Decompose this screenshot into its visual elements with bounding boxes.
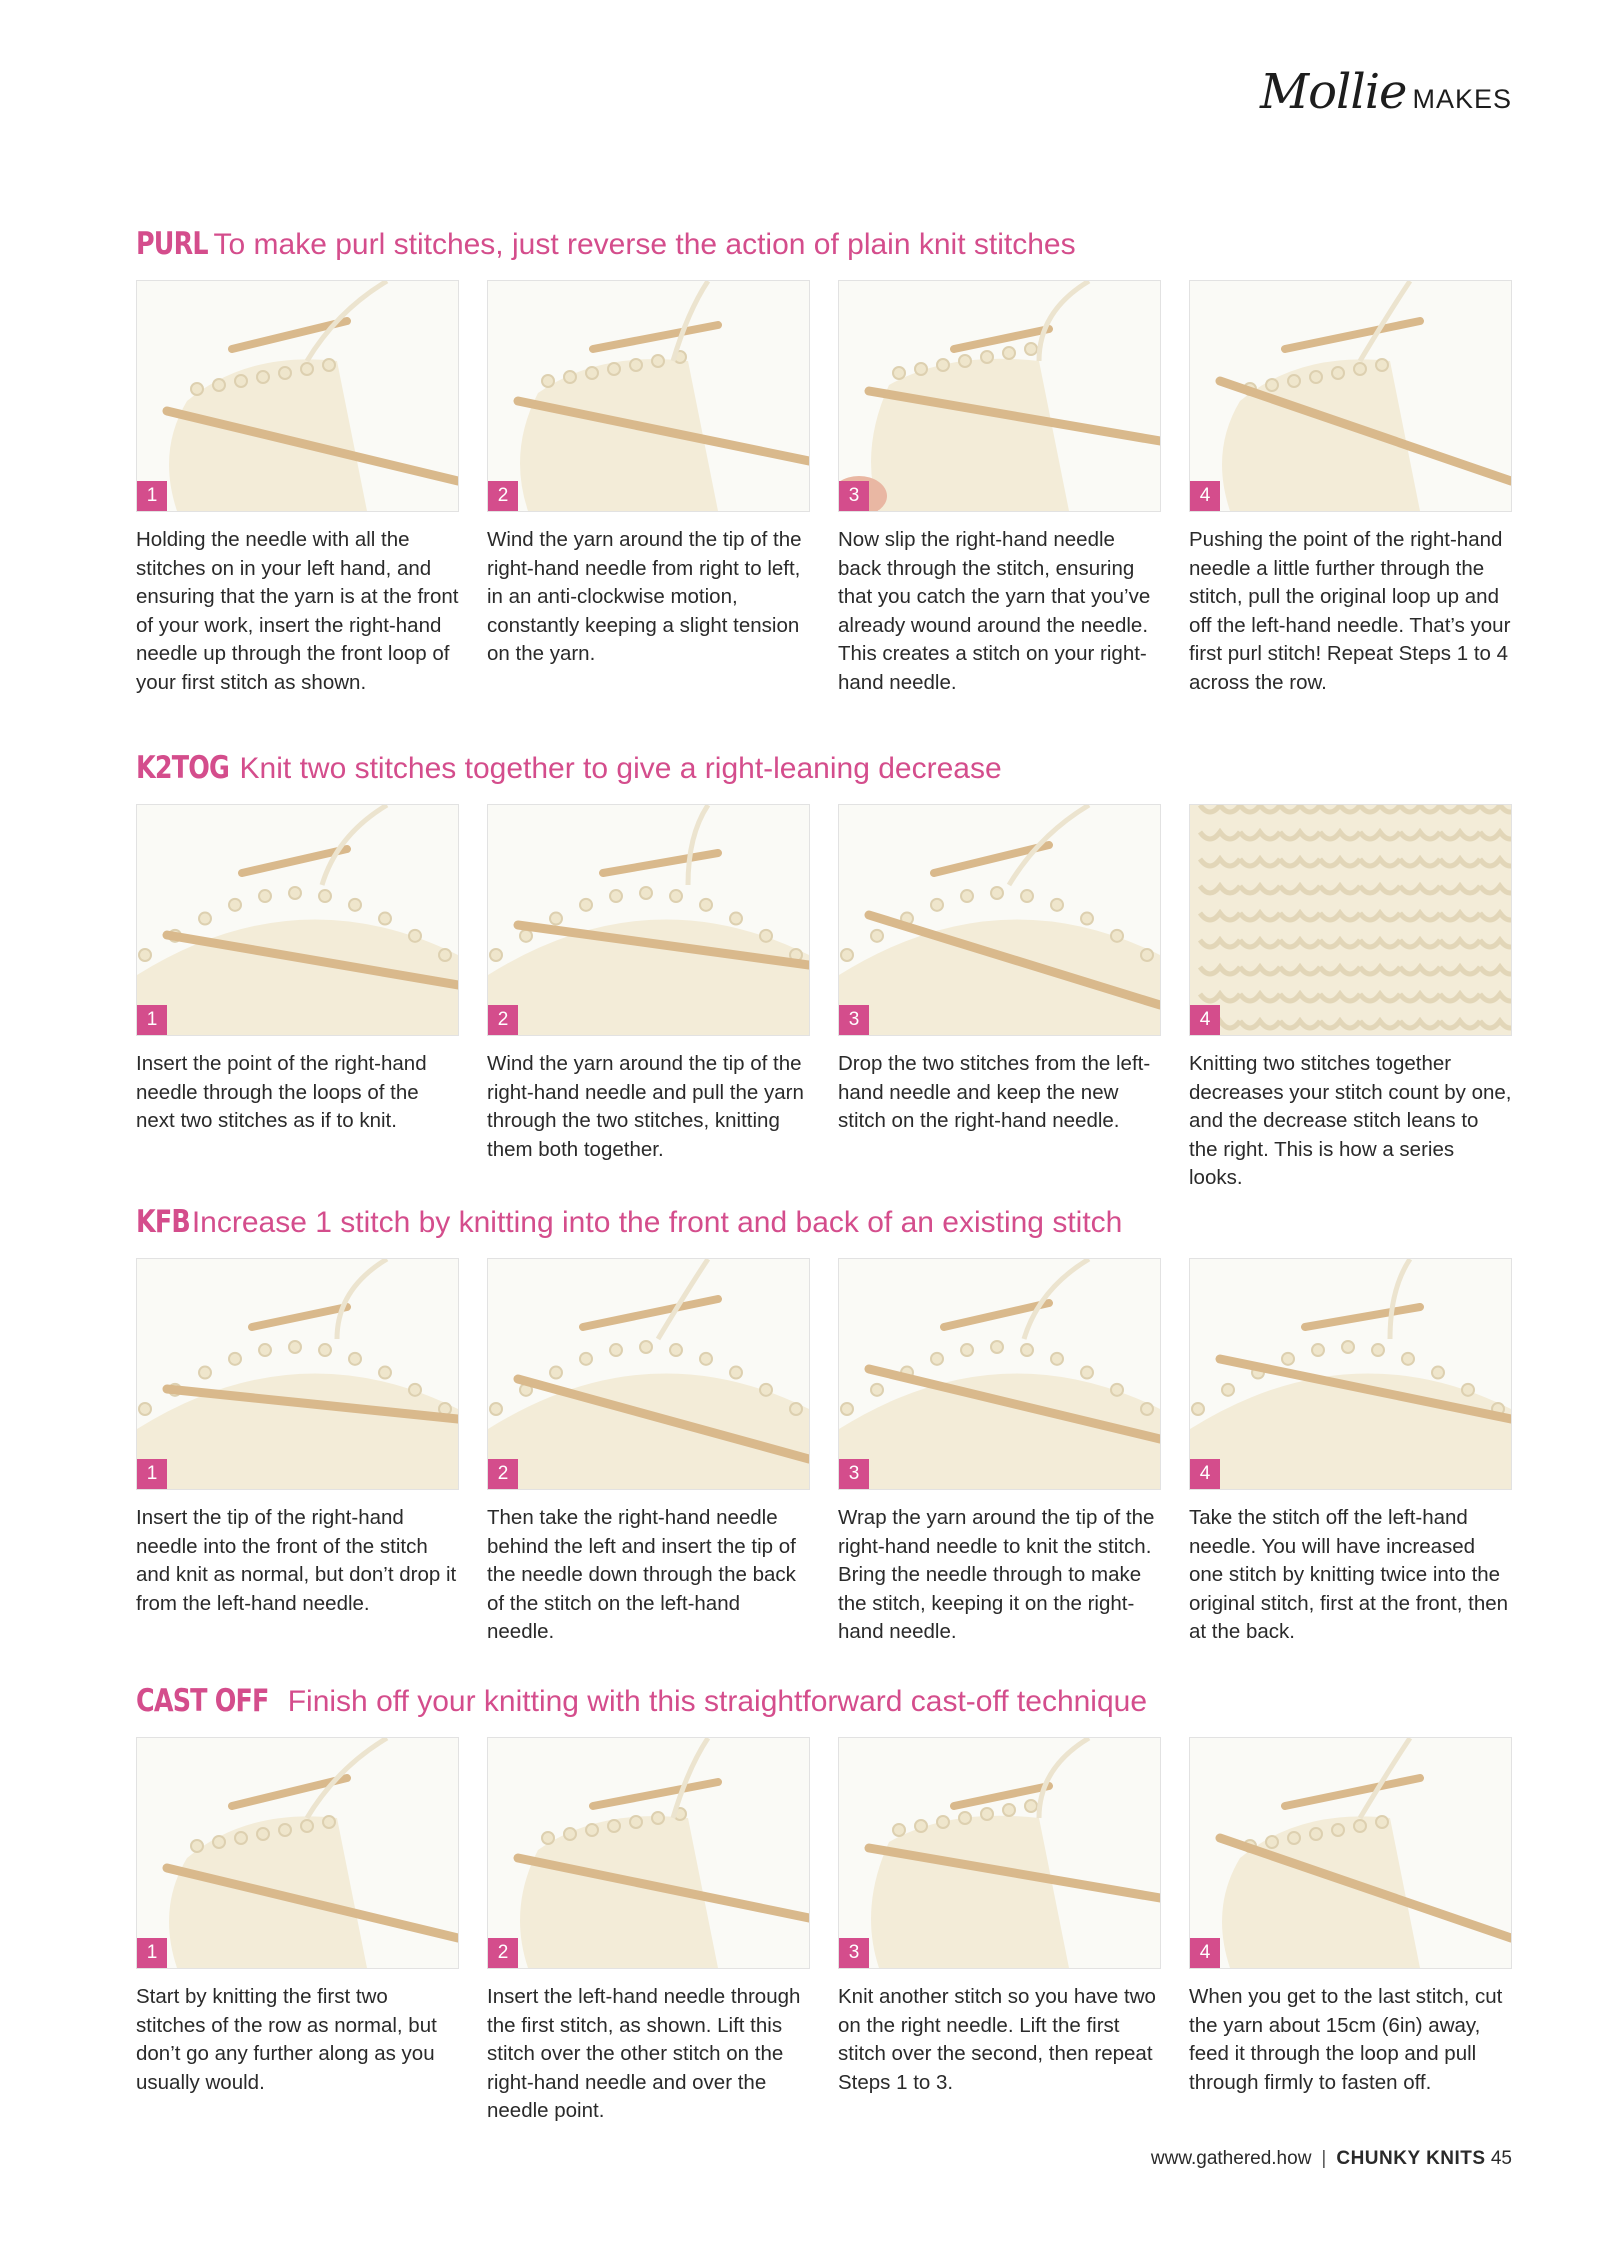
knitting-photo-illustration — [1190, 281, 1511, 511]
step-number-badge: 2 — [488, 1005, 518, 1035]
step-description: Now slip the right-hand needle back through the stitch, ensuring that you catch the yarn that you’ve already wound around the needle. This creates a stitch on your right-hand needle. — [838, 528, 1151, 694]
step-photo — [136, 280, 459, 512]
step-description: Insert the left-hand needle through the first stitch, as shown. Lift this stitch over the other stitch on the right-hand needle and over the needle point. — [487, 1985, 801, 2122]
brand-makes: MAKES — [1412, 84, 1512, 114]
step-photo — [1189, 1258, 1512, 1490]
section-cast-off — [136, 1683, 1512, 2126]
step-description: Wrap the yarn around the tip of the right-hand needle to knit the stitch. Bring the needle through to make the stitch, keeping it on the right-hand needle. — [838, 1506, 1155, 1643]
section-heading — [136, 1683, 1512, 1733]
step-card — [136, 1258, 459, 1647]
step-description: Insert the point of the right-hand needle through the loops of the next two stitches as if to knit. — [136, 1052, 427, 1132]
step-photo — [136, 1737, 459, 1969]
step-description: Knit another stitch so you have two on the right needle. Lift the first stitch over the second, then repeat Steps 1 to 3. — [838, 1985, 1156, 2094]
step-photo — [838, 1737, 1161, 1969]
step-description: Wind the yarn around the tip of the right-hand needle from right to left, in an anti-clockwise motion, constantly keeping a slight tension on the yarn. — [487, 528, 802, 665]
step-photo — [136, 804, 459, 1036]
step-photo — [487, 280, 810, 512]
step-number-badge: 2 — [488, 481, 518, 511]
step-description: Holding the needle with all the stitches on in your left hand, and ensuring that the yarn is at the front of your work, insert the right-hand needle up through the front loop of your first stitch as shown. — [136, 528, 459, 694]
step-card — [1189, 1737, 1512, 2126]
step-number-badge: 2 — [488, 1938, 518, 1968]
step-description: When you get to the last stitch, cut the yarn about 15cm (6in) away, feed it through the loop and pull through firmly to fasten off. — [1189, 1985, 1503, 2094]
step-photo — [838, 804, 1161, 1036]
step-card — [1189, 280, 1512, 697]
section-heading — [136, 750, 1512, 800]
knitting-photo-illustration — [137, 805, 458, 1035]
footer-url: www.gathered.how — [1150, 2148, 1312, 2169]
step-number-badge: 3 — [839, 1005, 869, 1035]
step-card — [838, 280, 1161, 697]
step-photo — [487, 1737, 810, 1969]
page-footer — [1151, 2148, 1512, 2170]
step-description: Insert the tip of the right-hand needle into the front of the stitch and knit as normal, but don’t drop it from the left-hand needle. — [136, 1506, 457, 1615]
section-subtitle: Finish off your knitting with this straightforward cast-off technique — [287, 1685, 1148, 1718]
step-row — [136, 280, 1512, 697]
footer-magazine: CHUNKY KNITS — [1336, 2148, 1486, 2169]
brand-logo — [1260, 64, 1512, 120]
section-title: CAST OFF — [136, 1683, 269, 1719]
step-number-badge: 3 — [839, 481, 869, 511]
step-photo — [487, 804, 810, 1036]
step-number-badge: 1 — [137, 1938, 167, 1968]
step-card — [1189, 804, 1512, 1193]
section-title: K2TOG — [136, 750, 230, 786]
step-card — [1189, 1258, 1512, 1647]
step-description: Then take the right-hand needle behind the left and insert the tip of the needle down through the back of the stitch on the left-hand needle. — [487, 1506, 796, 1643]
knitting-photo-illustration — [839, 281, 1160, 511]
knitting-photo-illustration — [137, 281, 458, 511]
step-description: Knitting two stitches together decreases your stitch count by one, and the decrease stitch leans to the right. This is how a series looks. — [1189, 1052, 1512, 1189]
step-number-badge: 2 — [488, 1459, 518, 1489]
step-photo — [1189, 804, 1512, 1036]
section-kfb — [136, 1204, 1512, 1647]
knitting-photo-illustration — [488, 281, 809, 511]
knitting-photo-illustration — [1190, 1738, 1511, 1968]
step-number-badge: 1 — [137, 1459, 167, 1489]
step-number-badge: 3 — [839, 1938, 869, 1968]
step-photo — [1189, 280, 1512, 512]
brand-script: Mollie — [1259, 64, 1407, 120]
knitting-photo-illustration — [488, 1738, 809, 1968]
knitting-photo-illustration — [488, 1259, 809, 1489]
step-card — [136, 804, 459, 1193]
knitting-photo-illustration — [839, 1738, 1160, 1968]
step-description: Take the stitch off the left-hand needle. You will have increased one stitch by knitting twice into the original stitch, first at the front, then at the back. — [1189, 1506, 1509, 1643]
step-description: Start by knitting the first two stitches of the row as normal, but don’t go any further along as you usually would. — [136, 1985, 437, 2094]
knitting-photo-illustration — [1190, 1259, 1511, 1489]
knitting-photo-illustration — [137, 1259, 458, 1489]
step-description: Drop the two stitches from the left-hand needle and keep the new stitch on the right-hand needle. — [838, 1052, 1151, 1132]
step-photo — [838, 280, 1161, 512]
step-row — [136, 1737, 1512, 2126]
section-subtitle: Increase 1 stitch by knitting into the front and back of an existing stitch — [191, 1206, 1123, 1239]
step-photo — [136, 1258, 459, 1490]
section-title: KFB — [136, 1204, 190, 1240]
step-number-badge: 4 — [1190, 1938, 1220, 1968]
step-number-badge: 1 — [137, 481, 167, 511]
step-card — [487, 1258, 810, 1647]
knitting-photo-illustration — [488, 805, 809, 1035]
step-number-badge: 4 — [1190, 1005, 1220, 1035]
section-subtitle: Knit two stitches together to give a right-leaning decrease — [239, 752, 1002, 785]
step-card — [487, 804, 810, 1193]
step-description: Wind the yarn around the tip of the right-hand needle and pull the yarn through the two stitches, knitting them both together. — [487, 1052, 804, 1161]
step-card — [136, 1737, 459, 2126]
knitting-photo-illustration — [839, 805, 1160, 1035]
step-card — [487, 280, 810, 697]
knitting-photo-illustration — [1190, 805, 1511, 1035]
footer-separator: | — [1321, 2148, 1327, 2169]
step-number-badge: 3 — [839, 1459, 869, 1489]
step-card — [136, 280, 459, 697]
section-heading — [136, 226, 1512, 276]
section-heading — [136, 1204, 1512, 1254]
step-card — [838, 1737, 1161, 2126]
page-number: 45 — [1490, 2148, 1512, 2169]
step-number-badge: 4 — [1190, 481, 1220, 511]
knitting-photo-illustration — [137, 1738, 458, 1968]
step-card — [838, 804, 1161, 1193]
knitting-photo-illustration — [839, 1259, 1160, 1489]
step-description: Pushing the point of the right-hand needle a little further through the stitch, pull the original loop up and off the left-hand needle. That’s your first purl stitch! Repeat Steps 1 to 4 across the row. — [1189, 528, 1511, 694]
step-row — [136, 804, 1512, 1193]
section-title: PURL — [136, 226, 208, 262]
step-photo — [1189, 1737, 1512, 1969]
step-number-badge: 4 — [1190, 1459, 1220, 1489]
step-number-badge: 1 — [137, 1005, 167, 1035]
step-photo — [838, 1258, 1161, 1490]
step-photo — [487, 1258, 810, 1490]
step-card — [487, 1737, 810, 2126]
section-purl — [136, 226, 1512, 697]
section-subtitle: To make purl stitches, just reverse the action of plain knit stitches — [213, 228, 1076, 261]
section-k2tog — [136, 750, 1512, 1193]
step-row — [136, 1258, 1512, 1647]
step-card — [838, 1258, 1161, 1647]
